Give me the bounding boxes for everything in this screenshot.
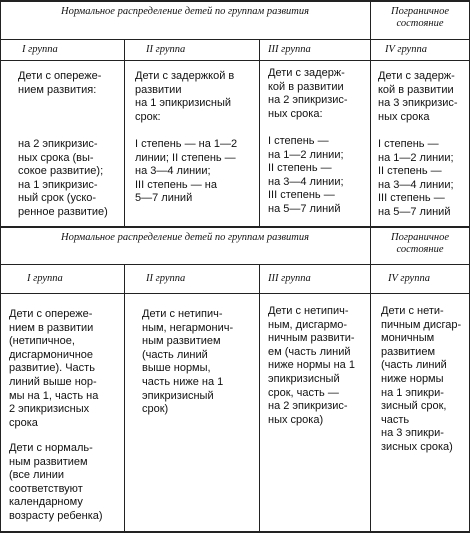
group-label-4: IV группа [385, 44, 427, 55]
group-3-description: Дети с нетипич- ным, дисгармо- ничным развити- ем (часть линий ниже нормы на 1 эпикризисный срок, часть — на 2 эпикризис- ных срока) [268, 305, 355, 426]
group-1-description: Дети с опереже- нием в развитии (нетипичное, дисгармоничное развитие). Часть линий выше нор- мы на 1, часть на 2 эпикризисных срока [9, 308, 99, 429]
column-divider [370, 0, 371, 226]
group-1-details: на 2 эпикризис- ных срока (вы- сокое развитие); на 1 эпикризис- ный срок (уско- ренное развитие) [18, 138, 108, 218]
group-2-description: Дети с задержкой в развитии на 1 эпикризисный срок: [135, 70, 235, 123]
section-divider [0, 226, 470, 228]
row-divider [0, 39, 470, 40]
group-label-2: II группа [146, 44, 186, 55]
column-divider [259, 39, 260, 226]
group-label-3: III группа [268, 273, 311, 284]
group-label-1: I группа [22, 44, 58, 55]
group-1-description: Дети с опереже- нием развития: [18, 70, 102, 96]
group-4-description: Дети с задерж- кой в развитии на 3 эпикризис- ных срока [378, 70, 458, 123]
column-divider [124, 264, 125, 532]
row-divider [0, 60, 470, 61]
row-divider [0, 293, 470, 294]
group-3-details: I степень — на 1—2 линии; II степень — на 3—4 линии; III степень — на 5—7 линий [268, 135, 344, 215]
column-divider [124, 39, 125, 226]
table-left-border [0, 0, 1, 533]
table-top-border [0, 0, 470, 2]
group-label-4: IV группа [388, 273, 430, 284]
group-2-details: I степень — на 1—2 линии; II степень — на 3—4 линии; III степень — на 5—7 линий [135, 138, 238, 205]
group-label-1: I группа [27, 273, 63, 284]
group-label-3: III группа [268, 44, 311, 55]
header-normal-distribution: Нормальное распределение детей по группам развития [60, 232, 310, 243]
group-label-2: II группа [146, 273, 186, 284]
row-divider [0, 264, 470, 265]
group-1-normal-description: Дети с нормаль- ным развитием (все линии соответствуют календарному возрасту ребенка) [9, 442, 103, 522]
column-divider [259, 264, 260, 532]
column-divider [370, 226, 371, 532]
group-4-description: Дети с нети- пичным дисгар- моничным развитием (часть линий ниже нормы на 1 эпикри- зисный срок, часть на 3 эпикри- зисных срока) [381, 305, 462, 453]
header-borderline-state: Пограничное состояние [390, 232, 450, 255]
group-4-details: I степень — на 1—2 линии; II степень — на 3—4 линии; III степень — на 5—7 линий [378, 138, 454, 218]
header-normal-distribution: Нормальное распределение детей по группам развития [60, 6, 310, 17]
group-3-description: Дети с задерж- кой в развитии на 2 эпикризис- ных срока: [268, 67, 348, 120]
group-2-description: Дети с нетипич- ным, негармонич- ным развитием (часть линий выше нормы, часть ниже на 1 эпикризисный срок) [142, 308, 234, 416]
header-borderline-state: Пограничное состояние [390, 6, 450, 29]
